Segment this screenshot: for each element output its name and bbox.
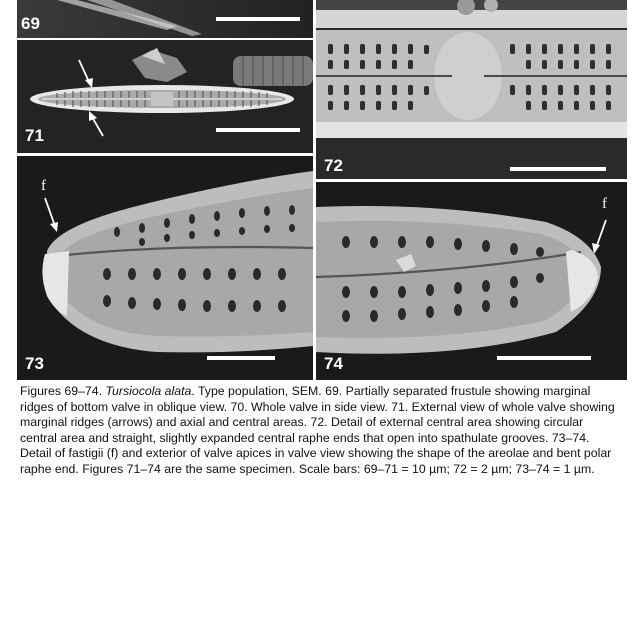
panel-72-scale-bar — [510, 167, 606, 171]
panel-73-label: 73 — [25, 354, 44, 373]
panel-69-scale-bar — [216, 17, 300, 21]
panel-71 — [17, 40, 313, 153]
panel-72 — [316, 0, 627, 179]
panel-73-marker-f: f — [41, 178, 46, 194]
panel-73-image — [17, 156, 313, 380]
panel-73 — [17, 156, 313, 380]
panel-69 — [17, 0, 313, 38]
caption-body: . Type population, SEM. 69. Partially separated frustule showing marginal ridges of bottom valve in oblique view. 70. Whole valve in side view. 71. External view of whole valve showing marginal ridges (arrows) and axial and central areas. 72. Detail of external central area showing circular central area and straight, slightly expanded central raphe ends that open into spathulate grooves. 73–74. Detail of fastigii (f) and exterior of valve apices in valve view showing the shape of the areolae and bent polar raphe end. Figures 71–74 are the same specimen. Scale bars: 69–71 = 10 µm; 72 = 2 µm; 73–74 = 1 µm. — [20, 384, 615, 476]
panel-72-image — [316, 0, 627, 179]
panel-71-label: 71 — [25, 126, 44, 145]
panel-74 — [316, 182, 627, 380]
caption-lead: Figures 69–74. — [20, 384, 106, 398]
panel-74-marker-f: f — [602, 196, 607, 212]
panel-73-scale-bar — [207, 356, 275, 360]
figure-caption — [20, 384, 622, 478]
panel-69-label: 69 — [21, 14, 40, 33]
panel-74-label: 74 — [324, 354, 343, 373]
panel-71-image — [17, 40, 313, 153]
panel-71-scale-bar — [216, 128, 300, 132]
caption-taxon: Tursiocola alata — [105, 384, 192, 398]
panel-74-scale-bar — [497, 356, 591, 360]
panel-74-image — [316, 182, 627, 380]
panel-72-label: 72 — [324, 156, 343, 175]
